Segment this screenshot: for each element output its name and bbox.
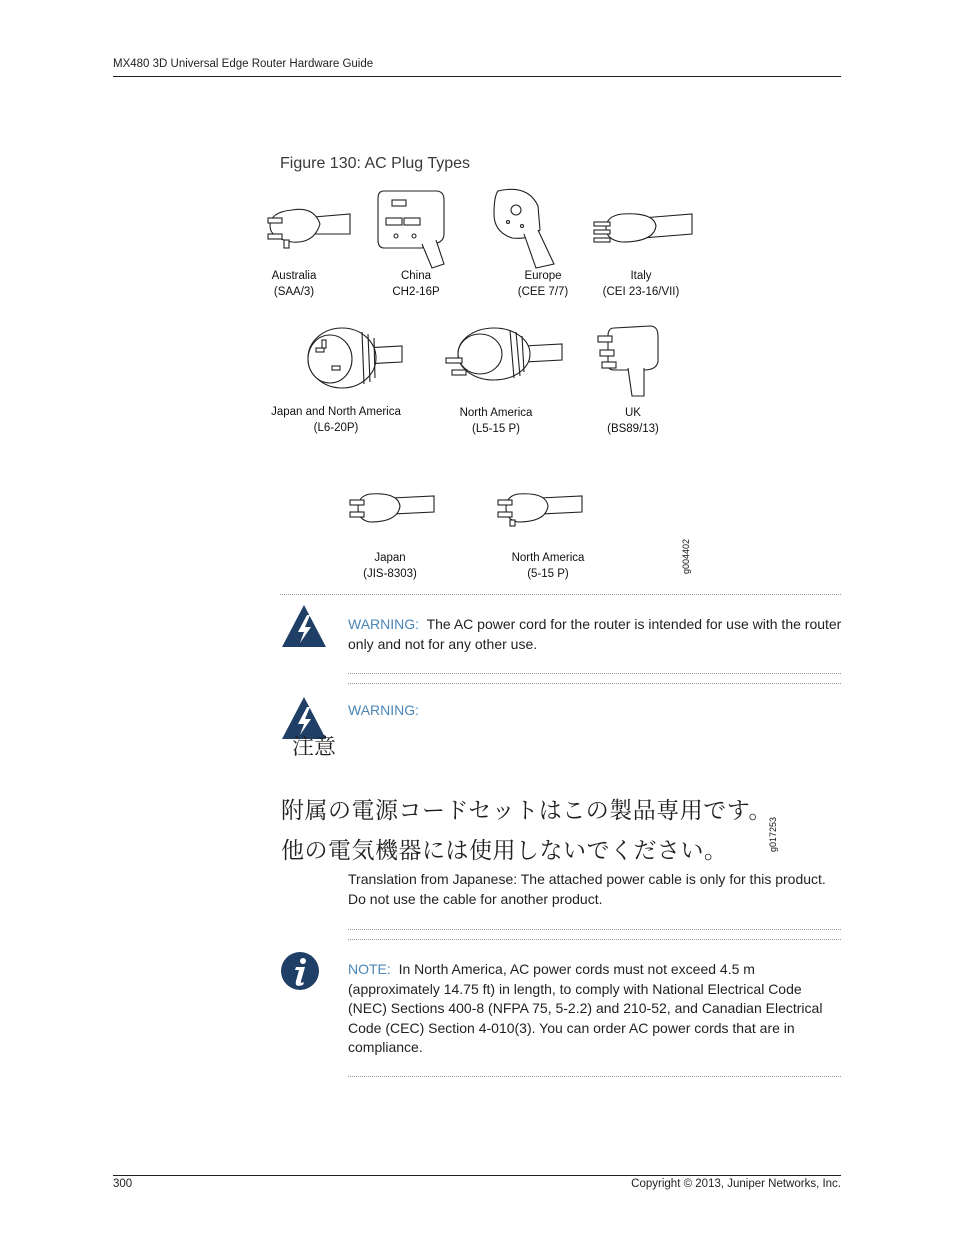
- europe-plug-illustration: [488, 186, 558, 266]
- figure-id-label: g004402: [681, 538, 691, 574]
- copyright: Copyright © 2013, Juniper Networks, Inc.: [631, 1178, 841, 1190]
- info-icon: [280, 951, 320, 991]
- plug-label-uk: UK (BS89/13): [607, 407, 659, 435]
- australia-plug-illustration: [262, 200, 362, 260]
- running-header: MX480 3D Universal Edge Router Hardware Guide: [113, 58, 374, 70]
- divider: [348, 683, 841, 684]
- italy-plug-illustration: [592, 208, 697, 253]
- page-number: 300: [113, 1178, 133, 1190]
- figure-title: Figure 130: AC Plug Types: [280, 155, 471, 172]
- plug-label-china: China CH2-16P: [392, 270, 440, 298]
- plug-label-italy: Italy (CEI 23-16/VII): [602, 270, 680, 298]
- divider: [348, 1076, 841, 1077]
- translation-text: Translation from Japanese: The attached power cable is only for this product. Do not use the cable for another product.: [348, 871, 826, 907]
- divider: [348, 673, 841, 674]
- divider: [348, 939, 841, 940]
- header-rule: [113, 76, 841, 77]
- uk-plug-illustration: [598, 322, 668, 402]
- japanese-warning-line-1: 附属の電源コードセットはこの製品専用です。: [281, 798, 772, 824]
- plug-label-japan-north-america: Japan and North America (L6-20P): [271, 406, 401, 434]
- plug-label-north-america-l5: North America (L5-15 P): [459, 407, 533, 435]
- china-plug-illustration: [374, 186, 454, 266]
- l6-20p-plug-illustration: [304, 326, 404, 396]
- divider: [348, 929, 841, 930]
- japan-plug-illustration: [348, 490, 438, 530]
- north-america-515p-plug-illustration: [496, 490, 586, 530]
- japanese-warning-line-2: 他の電気機器には使用しないでください。: [281, 838, 728, 864]
- warning-ac-cord-text: WARNING: The AC power cord for the router is intended for use with the router only and not for any other use.: [348, 616, 842, 652]
- warning-label-jp: WARNING:: [348, 702, 420, 718]
- note-text: NOTE: In North America, AC power cords must not exceed 4.5 m (approximately 14.75 ft) in length, to comply with National Electrical Code (NEC) Sections 400-8 (NFPA 75, 5-2.2) and 210-52, and Canadian Electrical Code (CEC) Section 4-010(3). You can order AC power cords that are in compliance.: [348, 961, 823, 1055]
- plug-label-japan: Japan (JIS-8303): [363, 552, 417, 580]
- plug-label-europe: Europe (CEE 7/7): [517, 270, 569, 298]
- footer-rule: [113, 1175, 841, 1176]
- l5-15p-plug-illustration: [444, 326, 564, 391]
- note-label: NOTE:: [348, 961, 391, 977]
- warning-icon: [280, 603, 328, 649]
- plug-label-australia: Australia (SAA/3): [271, 270, 317, 298]
- figure-id-label: g017253: [768, 816, 778, 852]
- warning-label: WARNING:: [348, 616, 420, 632]
- plug-label-north-america-5-15: North America (5-15 P): [511, 552, 585, 580]
- japanese-caution-heading: 注意: [292, 734, 337, 759]
- divider: [280, 594, 841, 595]
